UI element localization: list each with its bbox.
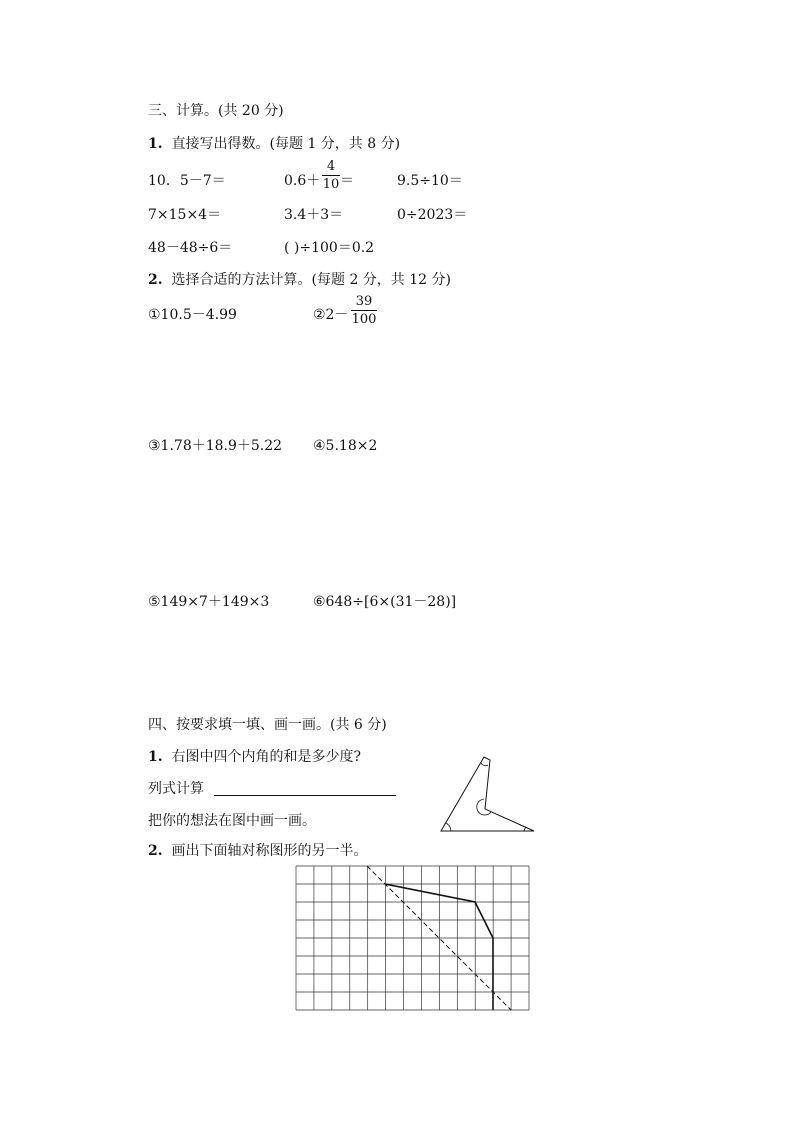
grid-lines [296,866,529,1010]
calc-row1-b-post: ＝ [340,173,354,189]
problem-1: ①10.5－4.99 [148,307,237,323]
half-figure-outline [385,884,493,1010]
s4-q2-number: 2. [148,843,163,859]
s4-q1-text: 右图中四个内角的和是多少度? [171,749,362,765]
calc-row2-a: 7×15×4＝ [148,207,222,223]
section3-heading: 三、计算。(共 20 分) [148,103,284,119]
calc-row1-b-pre: 0.6＋ [284,173,321,189]
problem-5: ⑤149×7＋149×3 [148,594,270,610]
problem-3: ③1.78＋18.9＋5.22 [148,438,283,454]
fraction-denominator: 100 [351,312,377,327]
problem-4: ④5.18×2 [313,438,378,454]
s4-q1-number: 1. [148,749,163,765]
s4-q1-hint: 把你的想法在图中画一画。 [148,813,316,829]
q1-text: 直接写出得数。(每题 1 分，共 8 分) [171,136,401,152]
quadrilateral-figure [438,755,538,833]
answer-line[interactable] [214,795,396,796]
fraction-numerator: 39 [355,294,373,309]
problem-2-pre: ②2－ [313,307,349,323]
angle-arc-right [524,827,526,831]
calc-row3-a: 48－48÷6＝ [148,240,233,256]
s4-q2-text: 画出下面轴对称图形的另一半。 [171,843,368,859]
quadrilateral-shape [441,757,534,831]
q1-number: 1. [148,136,163,152]
calc-row1-a: 10．5－7＝ [148,173,226,189]
section4-heading: 四、按要求填一填、画一画。(共 6 分) [148,717,387,733]
angle-arc-reflex [477,799,491,815]
s4-q2-title [148,842,368,860]
q2-number: 2. [148,272,163,288]
q2-title [148,271,451,289]
s4-q1-title [148,748,361,766]
q2-text: 选择合适的方法计算。(每题 2 分，共 12 分) [171,272,451,288]
problem-2-fraction [351,294,377,327]
calc-row2-b: 3.4＋3＝ [284,207,344,223]
fraction-bar [351,310,377,311]
fraction-bar [322,175,340,176]
fraction-numerator: 4 [326,159,336,174]
calc-row3-b: ( )÷100＝0.2 [284,240,375,256]
angle-arc-top [481,763,488,766]
calc-row2-c: 0÷2023＝ [397,207,468,223]
q1-title [148,135,400,153]
calc-row1-c: 9.5÷10＝ [397,173,463,189]
calc-row1-fraction [322,159,340,192]
symmetry-grid[interactable] [296,866,529,1010]
fraction-denominator: 10 [322,177,340,192]
problem-6: ⑥648÷[6×(31－28)] [313,594,457,610]
s4-q1-label: 列式计算 [148,781,204,797]
angle-arc-left [446,823,451,831]
